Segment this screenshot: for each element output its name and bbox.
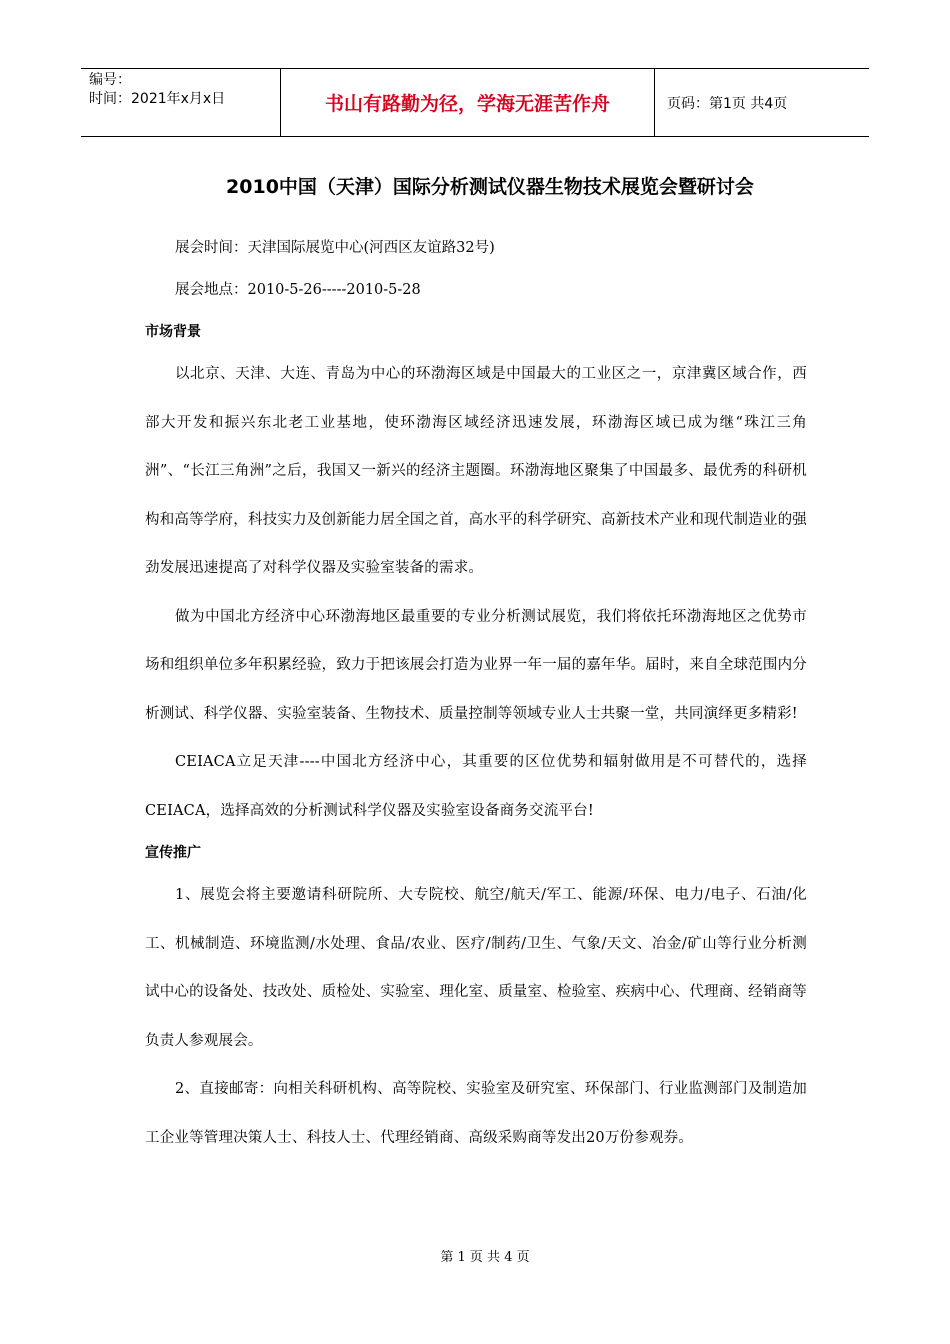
- document-body: [145, 230, 807, 1162]
- header-id-time-cell: [81, 69, 281, 136]
- market-paragraph-3: CEIACA立足天津----中国北方经济中心，其重要的区位优势和辐射做用是不可替代的，选择CEIACA，选择高效的分析测试科学仪器及实验室设备商务交流平台!: [145, 754, 807, 819]
- number-label: 编号：: [89, 72, 131, 88]
- exhibition-place-line: 展会地点：2010-5-26-----2010-5-28: [175, 282, 421, 298]
- header-page-info: 页码：第1页 共4页: [667, 95, 788, 112]
- promo-paragraph-1: 1、展览会将主要邀请科研院所、大专院校、航空/航天/军工、能源/环保、电力/电子、石油/化工、机械制造、环境监测/水处理、食品/农业、医疗/制药/卫生、气象/天文、冶金/矿山等行业分析测试中心的设备处、技改处、质检处、实验室、理化室、质量室、检验室、疾病中心、代理商、经销商等负责人参观展会。: [145, 887, 807, 1049]
- market-paragraph-2: 做为中国北方经济中心环渤海地区最重要的专业分析测试展览，我们将依托环渤海地区之优势市场和组织单位多年积累经验，致力于把该展会打造为业界一年一届的嘉年华。届时，来自全球范围内分析测试、科学仪器、实验室装备、生物技术、质量控制等领域专业人士共聚一堂，共同演绎更多精彩!: [145, 608, 807, 722]
- market-paragraph-1: 以北京、天津、大连、青岛为中心的环渤海区域是中国最大的工业区之一，京津冀区域合作，西部大开发和振兴东北老工业基地，使环渤海区域经济迅速发展，环渤海区域已成为继“珠江三角洲”、“长江三角洲”之后，我国又一新兴的经济主题圈。环渤海地区聚集了中国最多、最优秀的科研机构和高等学府，科技实力及创新能力居全国之首，高水平的科学研究、高新技术产业和现代制造业的强劲发展迅速提高了对科学仪器及实验室装备的需求。: [145, 366, 807, 576]
- page-footer: 第 1 页 共 4 页: [440, 1250, 530, 1265]
- document-title: 2010中国（天津）国际分析测试仪器生物技术展览会暨研讨会: [226, 176, 754, 198]
- promo-paragraph-2: 2、直接邮寄：向相关科研机构、高等院校、实验室及研究室、环保部门、行业监测部门及制造加工企业等管理决策人士、科技人士、代理经销商、高级采购商等发出20万份参观券。: [145, 1081, 807, 1146]
- section-heading-market: 市场背景: [145, 324, 201, 340]
- document-header: [81, 68, 869, 137]
- header-motto: 书山有路勤为径，学海无涯苦作舟: [281, 69, 655, 136]
- section-heading-promo: 宣传推广: [145, 845, 201, 861]
- exhibition-time-line: 展会时间：天津国际展览中心(河西区友谊路32号): [175, 240, 495, 256]
- time-label: 时间：2021年x月x日: [89, 91, 226, 107]
